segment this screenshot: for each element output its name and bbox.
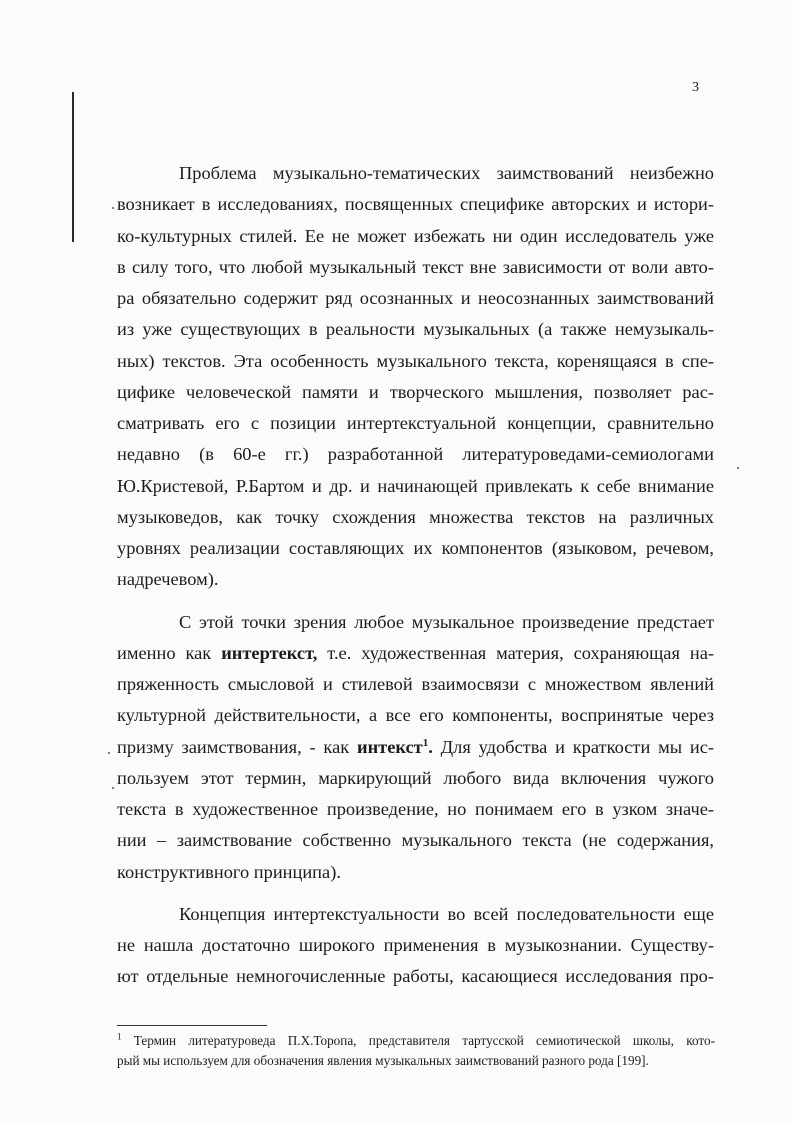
paragraph-3 [117, 899, 714, 993]
text-line: Проблема музыкально-тематических заимствований неизбежно [179, 163, 714, 183]
scan-speck [737, 467, 739, 469]
text-line: возникает в исследованиях, посвященных специфике авторских и истори- [117, 194, 714, 215]
text-line: сматривать его с позиции интертекстуальной концепции, сравнительно [117, 413, 714, 433]
text-line: текста в художественное произведение, но понимаем его в узком значе- [117, 799, 714, 819]
text-line: ко-культурных стилей. Ее не может избежать ни один исследователь уже [117, 225, 714, 246]
text-line: уровнях реализации составляющих их компонентов (языковом, речевом, [117, 538, 714, 558]
text-line: в силу того, что любой музыкальный текст вне зависимости от воли авто- [117, 256, 714, 277]
text-line: Концепция интертекстуальности во всей последовательности еще [179, 903, 714, 924]
text-line: культурной действительности, а все его компоненты, воспринятые через [117, 705, 714, 726]
paragraph-2 [117, 607, 714, 888]
text-line: С этой точки зрения любое музыкальное произведение предстает [179, 611, 714, 632]
margin-scan-mark [72, 92, 74, 242]
text-line: конструктивного принципа). [117, 861, 341, 882]
footnote-mark: 1 [117, 1031, 122, 1042]
scan-speck [112, 787, 114, 789]
footnote-separator [117, 1025, 267, 1026]
text-line: цифике человеческой памяти и творческого мышления, позволяет рас- [117, 381, 714, 402]
text-line: нии – заимствование собственно музыкального текста (не содержания, [117, 830, 714, 851]
footnote-line: рый мы используем для обозначения явления музыкальных заимствований разного рода [199]. [117, 1053, 649, 1068]
footnote-line [117, 1031, 715, 1051]
text-line: ра обязательно содержит ряд осознанных и неосознанных заимствований [117, 288, 714, 308]
body-text [117, 158, 714, 993]
page-number: 3 [692, 80, 699, 95]
text-span: призму заимствования, - как [117, 736, 357, 757]
text-line: надречевом). [117, 569, 219, 590]
term-intext: интекст [356, 736, 423, 757]
text-line: не нашла достаточно широкого применения в музыкознании. Существу- [117, 935, 714, 955]
text-line: музыковедов, как точку схождения множества текстов на различных [117, 506, 714, 527]
text-span: т.е. художественная материя, сохраняющая на- [317, 642, 714, 663]
text-line: пользуем этот термин, маркирующий любого вида включения чужого [117, 767, 714, 788]
scan-speck [108, 752, 110, 754]
text-span: Для удобства и краткости мы ис- [432, 736, 714, 757]
text-span: . [428, 736, 433, 757]
text-line: ных) текстов. Эта особенность музыкального текста, коренящаяся в спе- [117, 350, 714, 371]
text-line: пряженность смысловой и стилевой взаимосвязи с множеством явлений [117, 674, 714, 694]
text-span: именно как [117, 642, 222, 663]
term-intertext: интертекст, [221, 642, 318, 663]
text-line [117, 732, 714, 763]
footnote-ref[interactable]: 1 [422, 736, 429, 749]
scan-speck [112, 207, 114, 209]
footnote-text: Термин литературоведа П.Х.Торопа, представителя тартусской семиотической школы, кото- [121, 1033, 715, 1048]
text-line: недавно (в 60-е гг.) разработанной литературоведами-семиологами [117, 444, 714, 465]
footnote [117, 1031, 715, 1071]
text-line: ют отдельные немногочисленные работы, касающиеся исследования про- [117, 966, 714, 987]
text-line [117, 638, 714, 669]
text-line: Ю.Кристевой, Р.Бартом и др. и начинающей привлекать к себе внимание [117, 475, 714, 496]
paragraph-1 [117, 158, 714, 596]
text-line: из уже существующих в реальности музыкальных (а также немузыкаль- [117, 319, 714, 340]
